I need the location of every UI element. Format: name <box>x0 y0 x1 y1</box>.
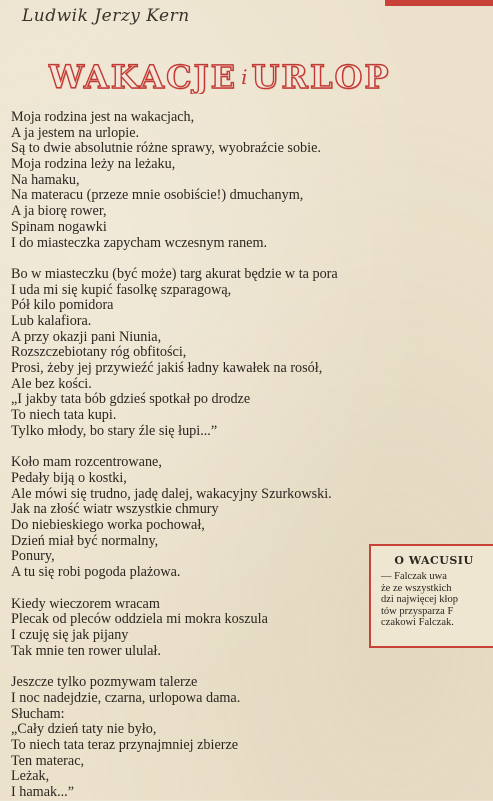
poem-line: Jeszcze tylko pozmywam talerze <box>11 674 198 691</box>
poem-line: A ja jestem na urlopie. <box>11 124 140 141</box>
poem-line: Prosi, żeby jej przywieźć jakiś ładny kawałek na rosół, <box>11 360 323 377</box>
poem-line: Pedały biją o kostki, <box>11 470 127 487</box>
poem-line: Do niebieskiego worka pochował, <box>11 517 205 534</box>
stanza-1 <box>11 110 411 251</box>
poem-line: Na materacu (przeze mnie osobiście!) dmuchanym, <box>11 187 304 204</box>
poem-line: Ale mówi się trudno, jadę dalej, wakacyjny Szurkowski. <box>11 485 332 502</box>
poem-line: Lub kalafiora. <box>11 313 92 330</box>
poem-line: Moja rodzina jest na wakacjach, <box>11 109 195 125</box>
sidebar-line: czakowi Falczak. <box>381 617 454 628</box>
title-word-urlop: URLOP <box>251 60 391 94</box>
poem-line: Tak mnie ten rower ululał. <box>11 642 161 659</box>
poem-body <box>11 110 411 801</box>
poem-line: Jak na złość wiatr wszystkie chmury <box>11 501 219 518</box>
poem-line: I czuję się jak pijany <box>11 627 129 644</box>
poem-line: A ja biorę rower, <box>11 203 107 220</box>
poem-line: To niech tata kupi. <box>11 407 117 424</box>
poem-line: I hamak...” <box>11 784 75 800</box>
sidebar-line: że ze wszystkich <box>381 582 452 594</box>
title-word-wakacje: WAKACJE <box>48 60 238 94</box>
poem-line: Leżak, <box>11 768 50 785</box>
sidebar-line: — Falczak uwa <box>381 571 447 582</box>
sidebar-article-box <box>369 544 493 648</box>
poem-line: A tu się robi pogoda plażowa. <box>11 564 181 581</box>
poem-line: Ponury, <box>11 548 55 565</box>
poem-line: To niech tata teraz przynajmniej zbierze <box>11 736 239 753</box>
poem-line: Tylko młody, bo stary źle się łupi...” <box>11 422 218 439</box>
title-conjunction: i <box>241 65 248 89</box>
stanza-2 <box>11 267 411 440</box>
poem-line: Plecak od pleców oddziela mi mokra koszula <box>11 611 268 628</box>
poem-line: Rozszczebiotany róg obfitości, <box>11 344 187 361</box>
poem-line: Słucham: <box>11 705 65 722</box>
poem-line: Moja rodzina leży na leżaku, <box>11 156 176 173</box>
poem-line: Ale bez kości. <box>11 375 92 392</box>
author-name: Ludwik Jerzy Kern <box>22 6 190 26</box>
stanza-5 <box>11 675 411 801</box>
poem-line: „I jakby tata bób gdzieś spotkał po drodze <box>11 391 251 408</box>
poem-line: „Cały dzień taty nie było, <box>11 721 157 738</box>
poem-line: Dzień miał być normalny, <box>11 532 159 549</box>
poem-line: Pół kilo pomidora <box>11 297 114 314</box>
stanza-4 <box>11 597 411 660</box>
poem-line: I uda mi się kupić fasolkę szparagową, <box>11 281 232 298</box>
sidebar-title: O WACUSIU <box>394 554 474 567</box>
sidebar-line: dzi najwięcej kłop <box>381 594 458 605</box>
poem-line: I do miasteczka zapycham wczesnym ranem. <box>11 234 268 251</box>
stanza-3 <box>11 455 411 581</box>
poem-title <box>48 60 478 94</box>
poem-line: Na hamaku, <box>11 171 80 188</box>
poem-line: A przy okazji pani Niunia, <box>11 328 162 345</box>
poem-line: Koło mam rozcentrowane, <box>11 454 162 471</box>
poem-line: I noc nadejdzie, czarna, urlopowa dama. <box>11 689 241 706</box>
top-red-band <box>385 0 493 6</box>
poem-line: Bo w miasteczku (być może) targ akurat będzie w ta pora <box>11 265 338 282</box>
poem-line: Ten materac, <box>11 752 85 769</box>
poem-line: Spinam nogawki <box>11 218 107 235</box>
sidebar-line: tów przysparza F <box>381 605 454 617</box>
poem-line: Są to dwie absolutnie różne sprawy, wyobraźcie sobie. <box>11 140 321 157</box>
poem-line: Kiedy wieczorem wracam <box>11 595 160 612</box>
